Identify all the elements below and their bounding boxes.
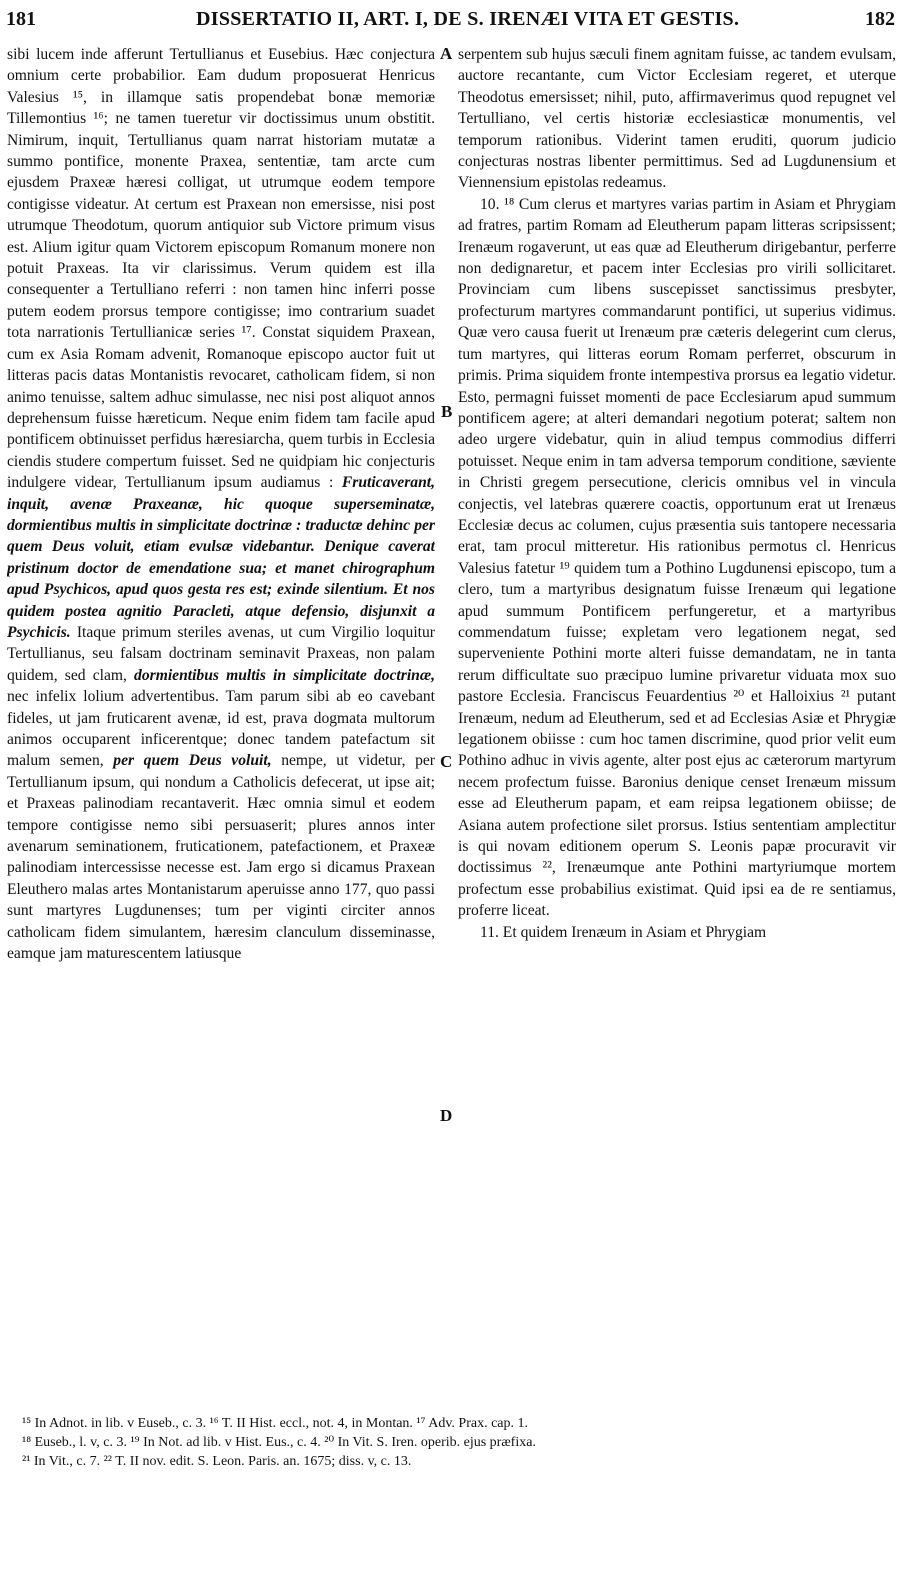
footnotes [22, 1414, 892, 1471]
left-column [7, 44, 435, 1414]
left-text-1: sibi lucem inde afferunt Tertullianus et Eusebius. Hæc conjectura omnium certe probabilior. Eam dudum proposuerat Henricus Valesius ¹⁵, in illamque satis propendebat bonæ memoriæ Tillemontius ¹⁶; ne tamen tueretur vir doctissimus unum obstitit. Nimirum, inquit, Tertullianus quam narrat historiam mutatæ a summo pontifice, monente Praxea, sententiæ, tam arcte cum ejusdem Praxeæ hæresi colligat, ut utrumque eodem tempore contigisse videatur. At certum est Praxean non emersisse, nisi post utrumque Theodotum, quorum antiquior sub Victore primum visus est. Alium igitur quam Victorem episcopum Romanum monere non potuit Praxeas. Ita vir clarissimus. Verum quidem est illa consequenter a Tertulliano referri : non tamen hinc inferri posse putem eodem prorsus tempore contigisse; imo contrarium suadet tota narrationis Tertullianicæ series ¹⁷. Constat siquidem Praxean, cum ex Asia Romam advenit, Romanoque episcopo auctor fuit ut litteras pacis datas Montanistis revocaret, catholicam fidem, si non animo tenuisse, saltem adhuc simulasse, nec nisi post aliquot annos deprehensum fuisse hæreticum. Neque enim fidem tam facile apud pontificem obtinuisset perfidus hæresiarcha, quem turbis in Ecclesia ciendis studere compertum fuisset. Sed ne quidpiam hic conjecturis indulgere videar, Tertullianum ipsum audiamus : [7, 46, 435, 492]
margin-marker-b: B [441, 402, 453, 421]
footnote-line-2: ¹⁸ Euseb., l. v, c. 3. ¹⁹ In Not. ad lib. v Hist. Eus., c. 4. ²⁰ In Vit. S. Iren. operib. ejus præfixa. [22, 1435, 536, 1450]
tertullian-quote: Fruticaverant, inquit, avenæ Praxeanæ, hic quoque superseminatæ, dormientibus multis in simplicitate doctrinæ : traductæ dehinc per quem Deus voluit, etiam evulsæ videbantur. Denique caverat pristinum doctor de emendatione sua; et manet chirographum apud Psychicos, apud quos gesta res est; exinde silentium. Et nos quidem postea agnitio Paracleti, atque defensio, disjunxit a Psychicis. [7, 474, 435, 641]
margin-marker-a: A [440, 44, 453, 63]
left-text-4: nempe, ut videtur, per Tertullianum ipsum, qui nondum a Catholicis defecerat, ut ipse ait; et Praxeas palinodiam recantaverit. Hæc omnia simul et eodem tempore contigisse nemo sibi persuaserit; plures annos inter avenarum seminationem, fruticationem, patefactionem, et Praxeæ palinodiam intercessisse necesse est. Jam ergo si dicamus Praxean Eleuthero malas artes Montanistarum aperuisse anno 177, quo passi sunt martyres Lugdunenses; tum per viginti circiter annos catholicam fidem simulantem, hæresim clanculum disseminasse, eamque jam maturescentem latiusque [7, 752, 435, 963]
running-header [6, 8, 897, 34]
right-paragraph-3: 11. Et quidem Irenæum in Asiam et Phrygiam [480, 923, 767, 941]
right-paragraph-1: serpentem sub hujus sæculi finem agnitam fuisse, ac tandem evulsam, auctore recantante, cum Victor Ecclesiam regeret, et uterque Theodotus emersisset; nihil, puto, affirmaverimus quod repugnet vel Tertulliano, vel certis historiæ ecclesiasticæ monumentis, vel temporum rationibus. Viderint tamen eruditi, quorum judicio conjecturas nostras libenter permittimus. Sed ad Lugdunensium et Viennensium epistolas redeamus. [458, 46, 896, 192]
page-number-right: 182 [865, 8, 895, 30]
left-paragraph-1 [7, 44, 435, 964]
left-text-2: Itaque primum steriles avenas, ut cum Virgilio loquitur Tertullianus, seu falsam doctrinam seminavit Praxeas, non palam quidem, sed clam, [7, 623, 435, 684]
margin-marker-c: C [440, 752, 453, 771]
right-column [458, 44, 896, 1414]
footnote-line-1: ¹⁵ In Adnot. in lib. v Euseb., c. 3. ¹⁶ T. II Hist. eccl., not. 4, in Montan. ¹⁷ Adv. Prax. cap. 1. [22, 1416, 529, 1431]
left-text-3: nec infelix lolium advertentibus. Tam parum sibi ab eo cavebant fideles, ut jam fruticarent avenæ, id est, prava dogmata multorum animos occuparent inficerentque; donec tandem patefactum sit malum semen, [7, 688, 435, 770]
page-number-left: 181 [6, 8, 36, 30]
right-paragraph-2: 10. ¹⁸ Cum clerus et martyres varias partim in Asiam et Phrygiam ad fratres, partim Romam ad Eleutherum papam litteras scripsissent; Irenæum rogaverunt, ut eas quæ ad Eleutherum dirigebantur, perferre non dedignaretur, et pacem inter Ecclesias pro virili sollicitaret. Provinciam cum libens suscepisset sanctissimus presbyter, profecturum martyres commandarunt pontifici, ut superius vidimus. Quæ vero causa fuerit ut Irenæum præ cæteris delegerint cum clerus, tum martyres, qui litteras eorum Romam perferret, obscurum in primis. Prima siquidem fronte intempestiva prorsus ea legatio videtur. Esto, permagni fuisset momenti de pace Ecclesiarum apud summum pontificem agere; at alteri demandari negotium poterat; saltem non adeo urgere videbatur, quin in aliud tempus commodius differri potuisset. Neque enim in tam adversa temporum conditione, sæviente in Christi gregem persecutione, clericis omnibus vel in vincula conjectis, vel latebras quærere coactis, opportunum erat ut Irenæus Ecclesiæ decus ac columen, cujus præsentia suis tantopere necessaria erat, tam procul mitteretur. His rationibus permotus cl. Henricus Valesius fatetur ¹⁹ quidem tum a Pothino Lugdunensi episcopo, tum a clero, tum a martyribus designatum fuisse Irenæum qui legatione apud summum Pontificem perfungeretur, et a martyribus commendatum fuisse; expletam vero legationem negat, sed superveniente Pothini morte alteri fuisse demandatam, ne in tanta rerum difficultate suo præcipuo lumine privaretur viduata mox suo pastore Ecclesia. Franciscus Feuardentius ²⁰ et Halloixius ²¹ putant Irenæum, nedum ad Eleutherum, sed et ad Ecclesias Asiæ et Phrygiæ legationem obiisse : cum hoc tamen discrimine, quod prior velit eum Pothino adhuc in vivis agente, alter post ejus ac cæterorum martyrum necem profectum fuisse. Baronius denique censet Irenæum missum esse ad Eleutherum papam, et eam reipsa legationem obiisse; de Asiana autem profectione silet prorsus. Istius sententiam amplectitur is qui novam editionem operum S. Leonis papæ procuravit vir doctissimus ²², Irenæumque ante Pothini martyriumque mortem profectum esse probabilius existimat. Quid ipsi ea de re sentiamus, proferre liceat. [458, 195, 896, 920]
left-italic-1: dormientibus multis in simplicitate doctrinæ, [134, 666, 435, 684]
running-title: DISSERTATIO II, ART. I, DE S. IRENÆI VITA ET GESTIS. [196, 8, 740, 30]
left-italic-2: per quem Deus voluit, [113, 752, 272, 770]
margin-marker-d: D [440, 1106, 453, 1125]
footnote-line-3: ²¹ In Vit., c. 7. ²² T. II nov. edit. S. Leon. Paris. an. 1675; diss. v, c. 13. [22, 1454, 412, 1469]
